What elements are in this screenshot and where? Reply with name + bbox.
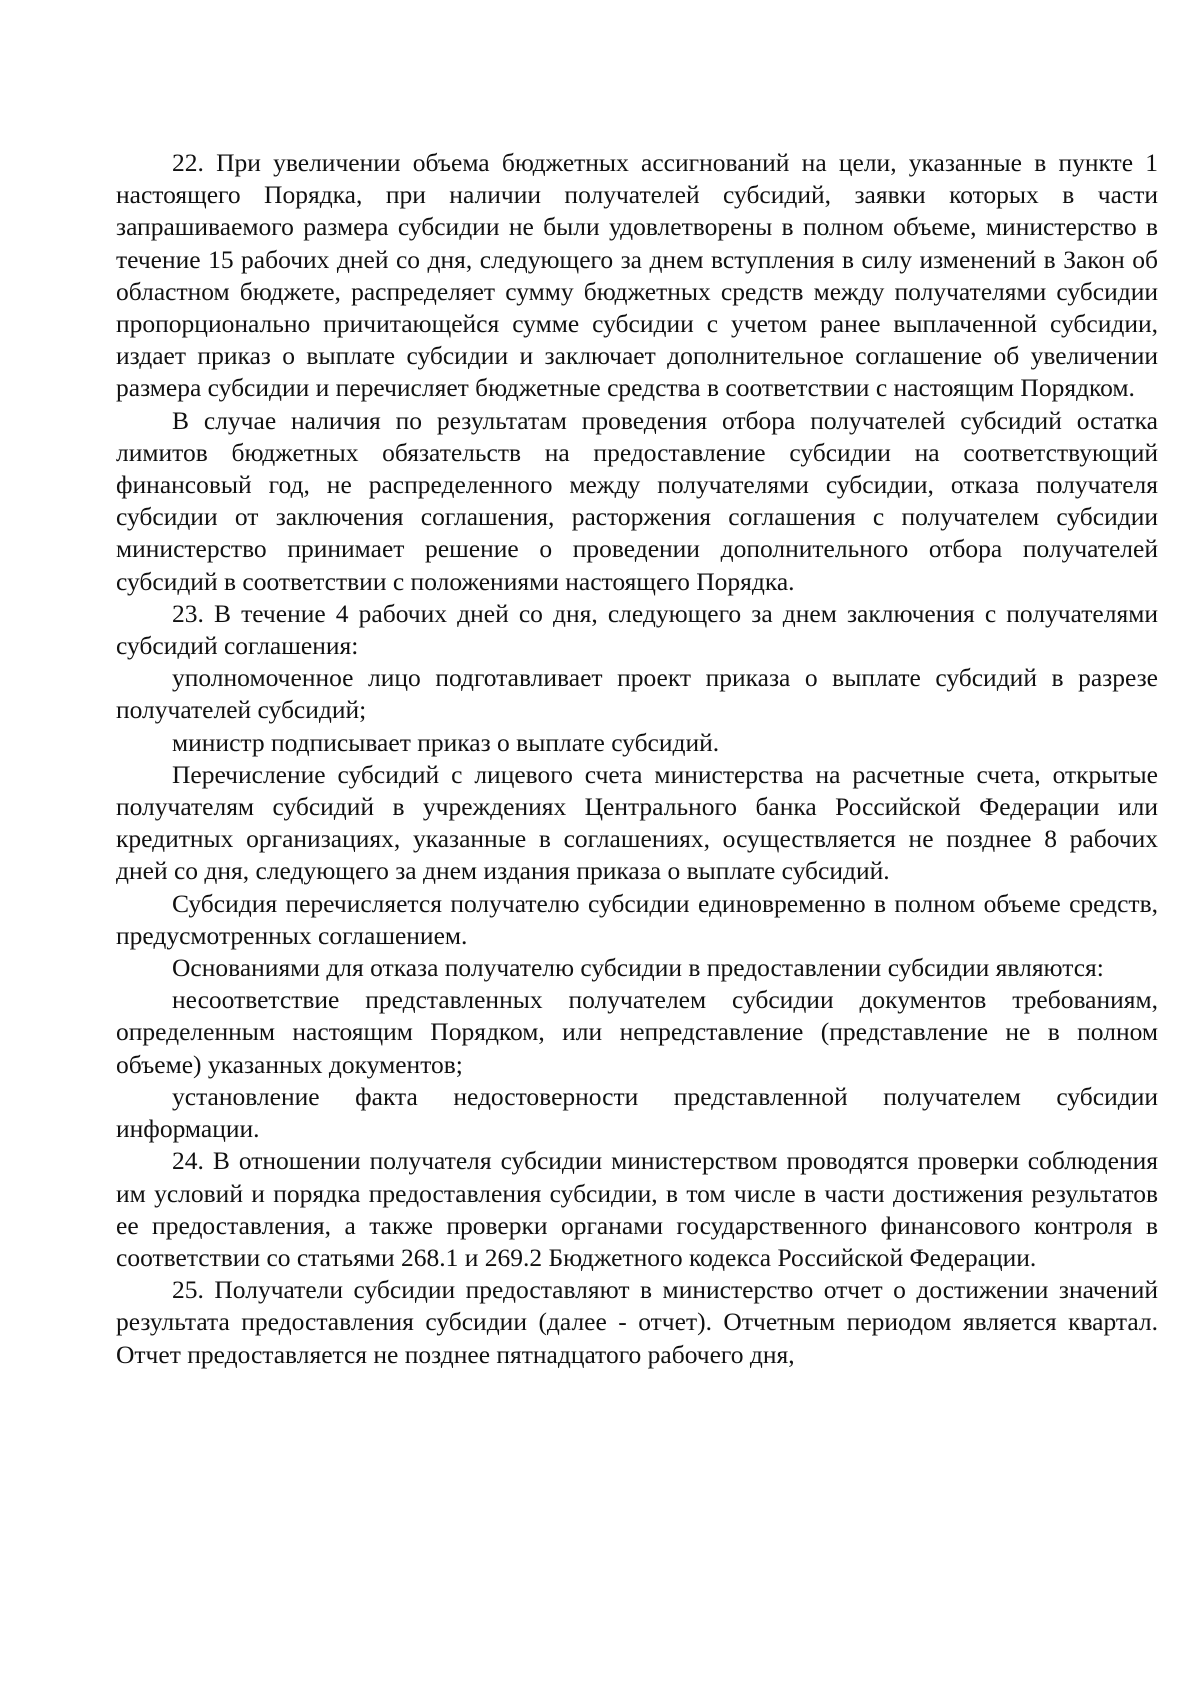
paragraph-nonconformity: несоответствие представленных получателем субсидии документов требованиям, определенным настоящим Порядком, или непредставление (представление не в полном объеме) указанных документов; — [116, 985, 1158, 1079]
paragraph-22: 22. При увеличении объема бюджетных ассигнований на цели, указанные в пункте 1 настоящего Порядка, при наличии получателей субсидий, заявки которых в части запрашиваемого размера субсидии не были удовлетворены в полном объеме, министерство в течение 15 рабочих дней со дня, следующего за днем вступления в силу изменений в Закон об областном бюджете, распределяет сумму бюджетных средств между получателями субсидии пропорционально причитающейся сумме субсидии с учетом ранее выплаченной субсидии, издает приказ о выплате субсидии и заключает дополнительное соглашение об увеличении размера субсидии и перечисляет бюджетные средства в соответствии с настоящим Порядком. — [116, 148, 1158, 403]
paragraph-25: 25. Получатели субсидии предоставляют в министерство отчет о достижении значений результата предоставления субсидии (далее - отчет). Отчетным периодом является квартал. Отчет предоставляется не позднее пятнадцатого рабочего дня, — [116, 1275, 1158, 1369]
paragraph-lump-sum: Субсидия перечисляется получателю субсидии единовременно в полном объеме средств, предусмотренных соглашением. — [116, 888, 1158, 950]
document-page — [116, 147, 1158, 1371]
paragraph-remaining-limits: В случае наличия по результатам проведения отбора получателей субсидий остатка лимитов бюджетных обязательств на предоставление субсидии на соответствующий финансовый год, не распределенного между получателями субсидии, отказа получателя субсидии от заключения соглашения, расторжения соглашения с получателем субсидии министерство принимает решение о проведении дополнительного отбора получателей субсидий в соответствии с положениями настоящего Порядка. — [116, 405, 1158, 596]
paragraph-minister-signs: министр подписывает приказ о выплате субсидий. — [172, 727, 720, 757]
paragraph-23: 23. В течение 4 рабочих дней со дня, следующего за днем заключения с получателями субсидий соглашения: — [116, 598, 1158, 661]
paragraph-transfer: Перечисление субсидий с лицевого счета министерства на расчетные счета, открытые получателям субсидий в учреждениях Центрального банка Российской Федерации или кредитных организациях, указанные в соглашениях, осуществляется не позднее 8 рабочих дней со дня, следующего за днем издания приказа о выплате субсидий. — [116, 759, 1158, 886]
paragraph-authorized-person: уполномоченное лицо подготавливает проект приказа о выплате субсидий в разрезе получателей субсидий; — [116, 663, 1158, 725]
paragraph-unreliability: установление факта недостоверности представленной получателем субсидии информации. — [116, 1081, 1158, 1144]
paragraph-24: 24. В отношении получателя субсидии министерством проводятся проверки соблюдения им условий и порядка предоставления субсидии, в том числе в части достижения результатов ее предоставления, а также проверки органами государственного финансового контроля в соответствии со статьями 268.1 и 269.2 Бюджетного кодекса Российской Федерации. — [116, 1146, 1158, 1272]
paragraph-refusal-grounds: Основаниями для отказа получателю субсидии в предоставлении субсидии являются: — [172, 953, 1104, 983]
